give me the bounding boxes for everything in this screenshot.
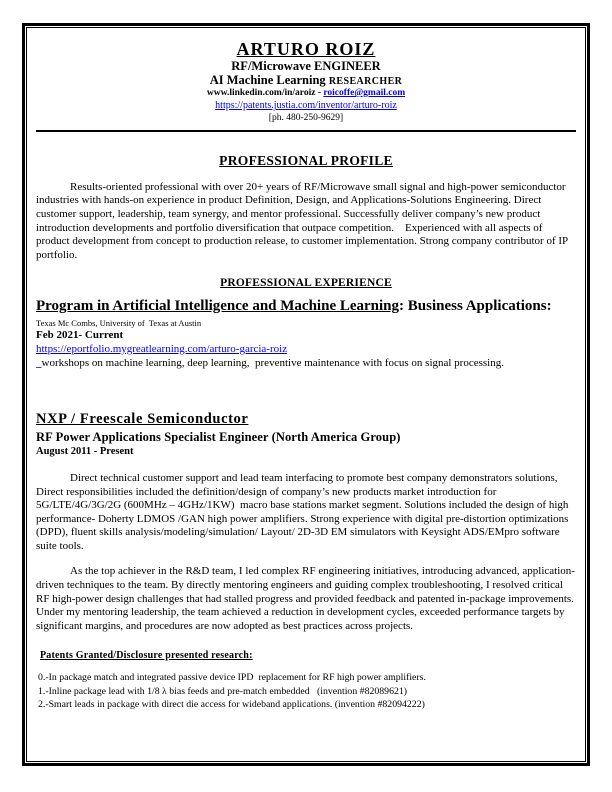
role-title-rf: RF/Microwave ENGINEER <box>231 58 381 73</box>
job-paragraph-1: Direct technical customer support and lead team interfacing to promote best company demonstrators solutions, Direct responsibilities included the definition/design of company’s new products market introduction for 5G/LTE/4G/3G/2G (600MHz – 4GHz/1KW) macro base stations market segment. Solutions included the design of high performance- Doherty LDMOS /GAN high power amplifiers. Strong experience with digital pre-distortion optimizations (DPD), fluent skills analysis/modeling/simulation/ Layout/ 2D-3D EM simulators with Keysight ADS/EMpro software suite tools. <box>36 471 572 552</box>
person-name: ARTURO ROIZ <box>236 39 376 59</box>
patents-heading: Patents Granted/Disclosure presented research: <box>40 650 253 662</box>
contact-separator: - <box>315 88 324 99</box>
program-title-rest: : Business Applications: <box>399 298 552 315</box>
resume-content <box>36 0 576 711</box>
education-entry <box>36 298 576 369</box>
patents-profile-line <box>36 100 576 112</box>
patent-item: 2.-Smart leads in package with direct die access for wideband applications. (invention #82094222) <box>38 698 425 710</box>
company-name: NXP / Freescale Semiconductor <box>36 410 249 427</box>
education-note <box>36 357 576 369</box>
role-title-ai-text: AI Machine Learning <box>209 72 329 87</box>
program-title-underlined: Program in Artificial Intelligence and Machine Learning <box>36 298 400 315</box>
note-mark: _ <box>36 356 42 369</box>
patents-section <box>36 650 576 711</box>
experience-section-heading: PROFESSIONAL EXPERIENCE <box>220 277 392 290</box>
patent-item: 1.-Inline package lead with 1/8 λ bias feeds and pre-match embedded (invention #82089621) <box>38 685 408 697</box>
education-dates: Feb 2021- Current <box>36 328 124 341</box>
header-divider <box>36 130 576 132</box>
phone-number: [ph. 480-250-9629] <box>268 113 344 124</box>
email-link[interactable]: roicoffe@gmail.com <box>323 88 406 99</box>
profile-section-heading: PROFESSIONAL PROFILE <box>219 152 393 168</box>
patent-item: 0.-In package match and integrated passive device IPD replacement for RF high power amplifiers. <box>38 672 426 684</box>
patent-list <box>36 671 576 711</box>
profile-paragraph: Results-oriented professional with over 20+ years of RF/Microwave small signal and high-power semiconductor industries with hands-on experience in product Definition, Design, and Applications-Solutions Engineering. Direct customer support, leadership, team synergy, and mentor professional. Successfully deliver company’s new product introduction developments and portfolio diversification that outpace competition. Experienced with all aspects of product development from concept to production release, to customer implementation. Strong company contributor of IP portfolio. <box>36 180 571 261</box>
role-title-ai-caps: RESEARCHER <box>328 75 403 87</box>
eportfolio-link[interactable]: https://eportfolio.mygreatlearning.com/arturo-garcia-roiz <box>36 342 288 355</box>
job-dates: August 2011 - Present <box>36 445 134 457</box>
patents-profile-link[interactable]: https://patents.justia.com/inventor/arturo-roiz <box>215 100 397 112</box>
job-title: RF Power Applications Specialist Engineer (North America Group) <box>36 429 401 444</box>
resume-header <box>36 40 576 125</box>
eportfolio-line <box>36 343 576 355</box>
role-title-ai <box>36 73 576 87</box>
school-name: Texas Mc Combs, University of Texas at Austin <box>36 317 202 328</box>
program-title <box>36 298 576 315</box>
nxp-entry <box>36 411 576 634</box>
linkedin-url[interactable]: www.linkedin.com/in/aroiz <box>206 88 316 99</box>
job-paragraph-2: As the top achiever in the R&D team, I led complex RF engineering initiatives, introducing advanced, application-driven techniques to the team. By directly mentoring engineers and guiding complex troubleshooting, I resolved critical RF high-power design challenges that had stalled progress and provided feedback and patented in-package improvements. Under my mentoring leadership, the team achieved a reduction in development cycles, exceeded performance targets by significant margins, and procedures are now adopted as best practices across projects. <box>36 565 577 632</box>
contact-line <box>36 88 576 99</box>
education-note-text: workshops on machine learning, deep learning, preventive maintenance with focus on signal processing. <box>41 356 504 369</box>
